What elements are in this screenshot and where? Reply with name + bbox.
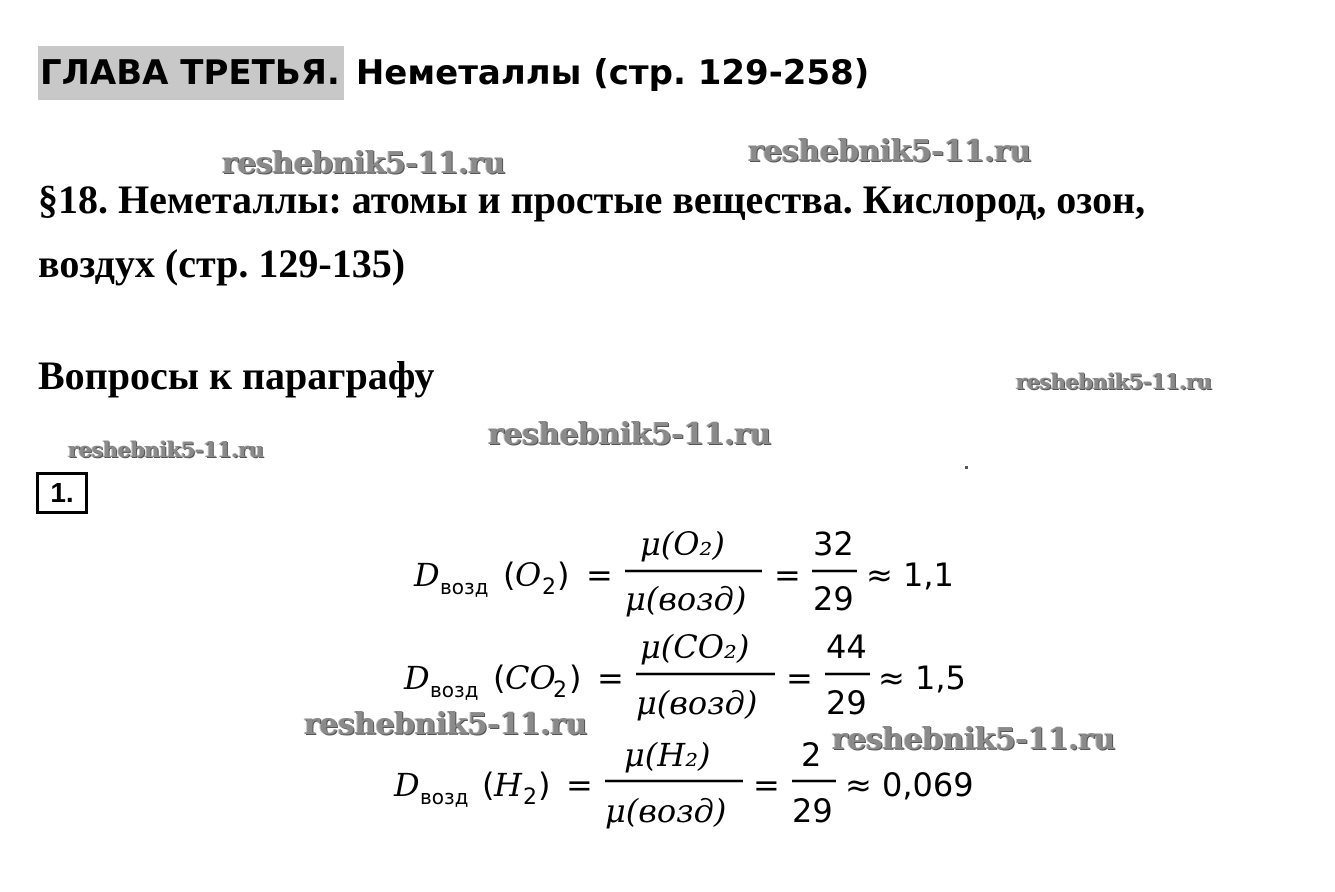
formula-numerator: μ(H₂) [624,736,711,774]
formula-result: ≈ 1,1 [866,556,954,594]
formula-open-paren: ( [503,556,516,594]
formula-value-denominator: 29 [813,580,854,618]
formula-lhs-symbol: D [394,766,420,804]
watermark: reshebnik5-11.ru [304,707,587,742]
formula-equals: = [597,659,624,697]
formula-lhs-arg: O [515,556,542,594]
section-title-line-1: §18. Неметаллы: атомы и простые вещества. Кислород, озон, [38,177,1146,222]
formula-lhs-subscript: возд [430,678,479,702]
formula-value-denominator: 29 [826,684,867,722]
formula-value-numerator: 44 [826,628,867,666]
formula-lhs-arg-subscript: 2 [542,575,556,600]
formula-numerator: μ(CO₂) [640,628,750,666]
formula-result: ≈ 0,069 [845,766,974,804]
formula-open-paren: ( [482,766,495,804]
formula-numerator: μ(O₂) [640,525,725,563]
formula-close-paren: ) [557,556,570,594]
chapter-title: Неметаллы (стр. 129-258) [355,53,870,93]
watermark: reshebnik5-11.ru [68,437,264,462]
section-title-line-2: воздух (стр. 129-135) [38,241,406,286]
formula-denominator: μ(возд) [636,684,758,722]
question-number: 1. [36,472,88,514]
formula-lhs-arg: CO [505,659,556,697]
formula-lhs-subscript: возд [440,575,489,599]
formula-equals: = [586,556,613,594]
formula-open-paren: ( [493,659,506,697]
watermark: reshebnik5-11.ru [488,417,771,452]
watermark: reshebnik5-11.ru [222,146,505,181]
formula-lhs-symbol: D [404,659,430,697]
formula-lhs-symbol: D [414,556,440,594]
formula-result: ≈ 1,5 [878,659,966,697]
questions-heading: Вопросы к параграфу [38,353,435,398]
formula-value-numerator: 2 [801,736,822,774]
formula-lhs-arg-subscript: 2 [523,785,537,810]
formula-equals-2: = [774,556,801,594]
formula-lhs-arg: H [494,766,522,804]
formula-close-paren: ) [569,659,582,697]
formula-denominator: μ(возд) [605,792,727,830]
watermark: reshebnik5-11.ru [748,134,1031,169]
formula-equals-2: = [786,659,813,697]
formula-value-denominator: 29 [792,792,833,830]
formula-equals-2: = [753,766,780,804]
formula-denominator: μ(возд) [625,580,747,618]
formula-lhs-subscript: возд [420,785,469,809]
watermark: reshebnik5-11.ru [832,722,1115,757]
formula-lhs-arg-subscript: 2 [553,678,567,703]
chapter-label: ГЛАВА ТРЕТЬЯ. [38,46,344,100]
formula-o2 [413,525,954,618]
watermark: reshebnik5-11.ru [1016,369,1212,394]
formula-value-numerator: 32 [813,525,854,563]
formula-close-paren: ) [538,766,551,804]
formula-equals: = [566,766,593,804]
